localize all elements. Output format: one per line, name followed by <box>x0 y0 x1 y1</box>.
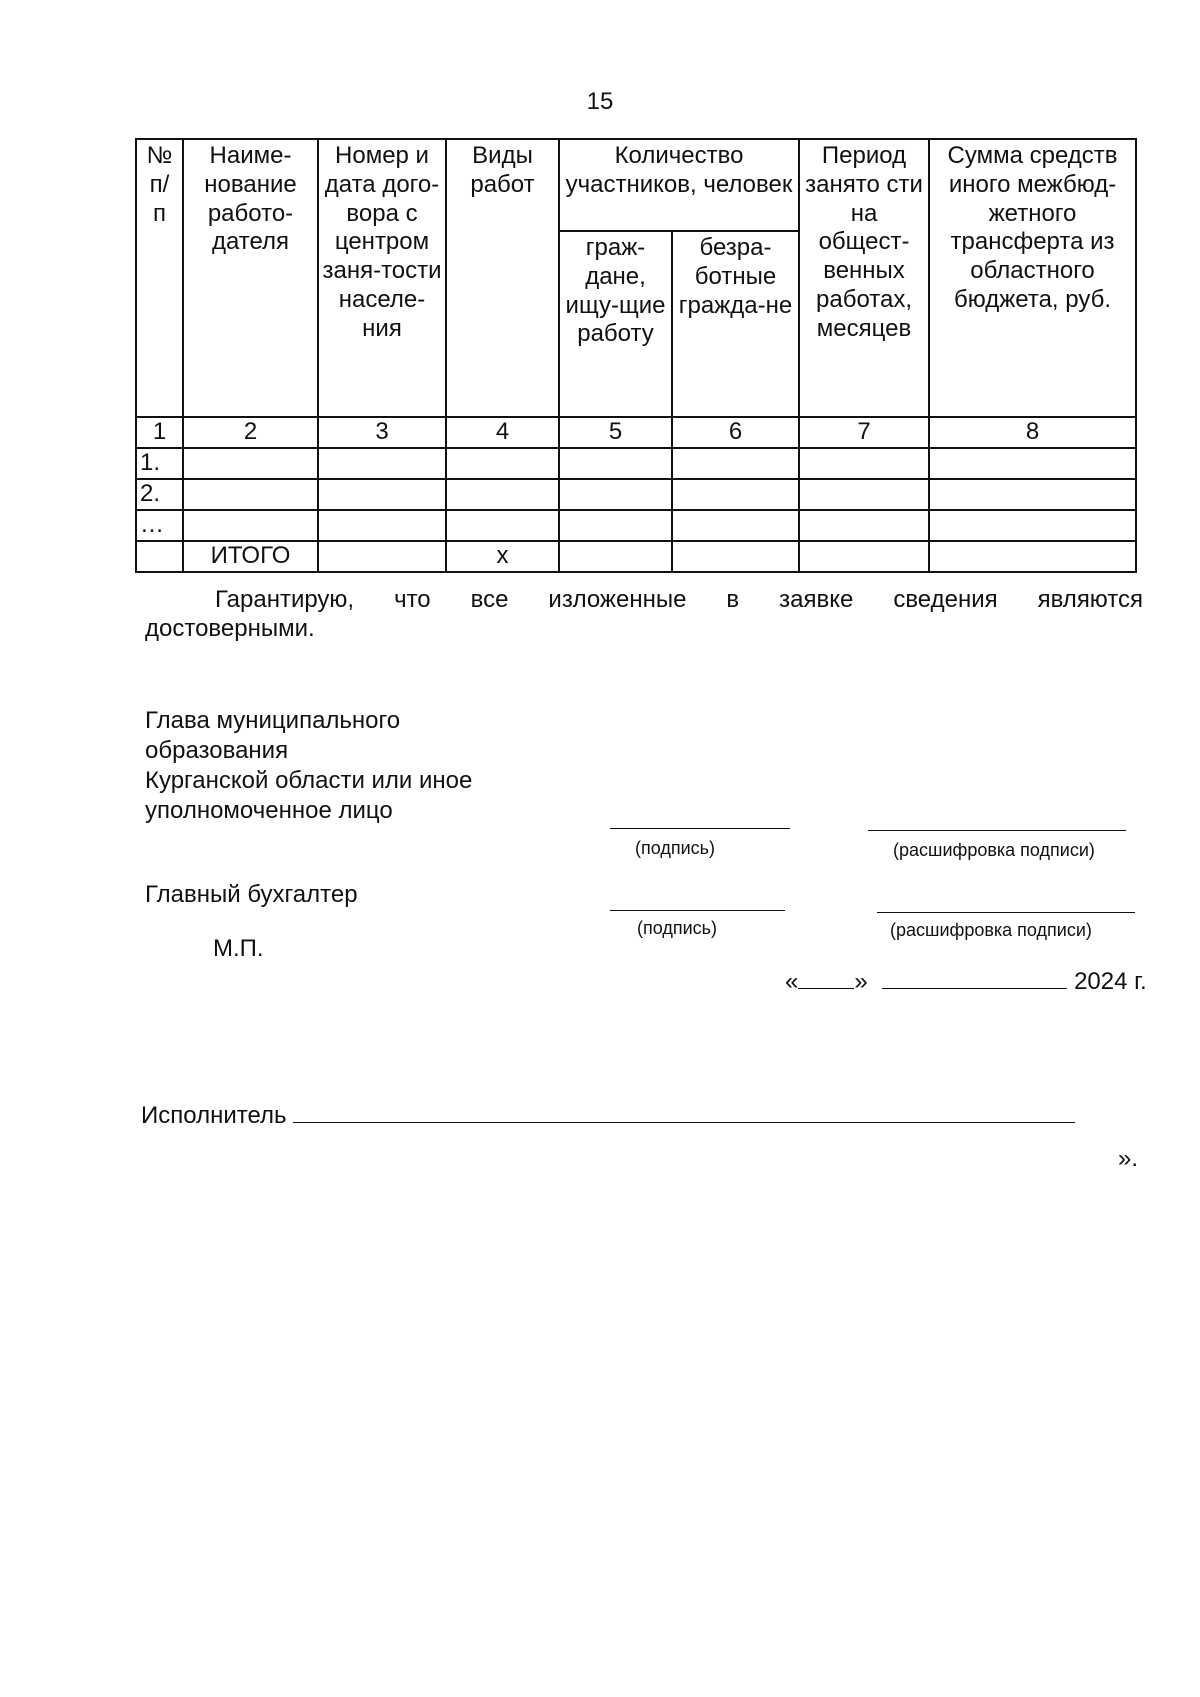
table-cell <box>929 541 1136 572</box>
page-number: 15 <box>586 88 614 115</box>
header-job-seekers: граж-дане, ищу-щие работу <box>559 231 672 417</box>
column-number: 3 <box>318 417 446 448</box>
head-title-line: образования <box>145 737 289 764</box>
total-work-types-mark: х <box>446 541 559 572</box>
executor-blank[interactable] <box>293 1100 1075 1123</box>
date-close-quote: » <box>854 968 868 995</box>
month-blank[interactable] <box>882 966 1067 989</box>
day-blank[interactable] <box>798 966 854 989</box>
table-cell <box>929 510 1136 541</box>
table-cell <box>799 510 929 541</box>
header-work-types: Виды работ <box>446 139 559 417</box>
table-cell <box>559 448 672 479</box>
table-cell <box>559 479 672 510</box>
certification-line-1: Гарантирую, что все изложенные в заявке сведения являются <box>215 586 1143 613</box>
table-cell <box>929 479 1136 510</box>
table-cell <box>929 448 1136 479</box>
accountant-signature-caption: (подпись) <box>637 918 718 938</box>
table-cell <box>446 510 559 541</box>
total-row <box>136 541 1136 572</box>
column-number-row <box>136 417 1136 448</box>
table-cell <box>183 510 318 541</box>
header-row-1 <box>136 139 1136 231</box>
head-decoding-caption: (расшифровка подписи) <box>893 840 1095 860</box>
table-cell <box>672 479 799 510</box>
certification-line-2: достоверными. <box>145 615 315 642</box>
table-row <box>136 448 1136 479</box>
seal-placeholder: М.П. <box>213 935 264 962</box>
row-number: 2. <box>136 479 183 510</box>
header-unemployed: безра-ботные гражда-не <box>672 231 799 417</box>
table-row <box>136 479 1136 510</box>
head-title-line: Глава муниципального <box>145 707 401 734</box>
accountant-decoding-line[interactable] <box>877 912 1135 913</box>
date-year: 2024 г. <box>1074 968 1147 995</box>
table-cell <box>672 541 799 572</box>
closing-quote: ». <box>1118 1145 1139 1172</box>
header-transfer-amount: Сумма средств иного межбюд-жетного трансферта из областного бюджета, руб. <box>929 139 1136 417</box>
table-cell <box>318 510 446 541</box>
table-cell <box>136 541 183 572</box>
header-participants-count: Количество участников, человек <box>559 139 799 231</box>
executor-label: Исполнитель <box>141 1102 287 1129</box>
column-number: 4 <box>446 417 559 448</box>
table-cell <box>183 448 318 479</box>
table-cell <box>446 448 559 479</box>
head-title <box>145 706 472 826</box>
table-cell <box>318 479 446 510</box>
executor-line <box>141 1100 1075 1130</box>
column-number: 1 <box>136 417 183 448</box>
accountant-title: Главный бухгалтер <box>145 881 358 908</box>
table-cell <box>799 541 929 572</box>
head-signature-caption: (подпись) <box>635 838 716 858</box>
column-number: 8 <box>929 417 1136 448</box>
header-number: № п/ п <box>136 139 183 417</box>
accountant-signature-line[interactable] <box>610 910 785 911</box>
table-cell <box>672 510 799 541</box>
table-cell <box>318 448 446 479</box>
header-employer-name: Наиме-нование работо-дателя <box>183 139 318 417</box>
head-decoding-line[interactable] <box>868 830 1126 831</box>
head-signature-line[interactable] <box>610 828 790 829</box>
table-cell <box>672 448 799 479</box>
table-cell <box>559 541 672 572</box>
row-number: 1. <box>136 448 183 479</box>
head-title-line: уполномоченное лицо <box>145 797 393 824</box>
certification-statement <box>145 585 1143 643</box>
head-title-line: Курганской области или иное <box>145 767 473 794</box>
date-line <box>785 966 1147 996</box>
column-number: 7 <box>799 417 929 448</box>
total-label: ИТОГО <box>183 541 318 572</box>
column-number: 6 <box>672 417 799 448</box>
header-employment-period: Период занято сти на общест-венных работах, месяцев <box>799 139 929 417</box>
table-row <box>136 510 1136 541</box>
row-number: … <box>136 510 183 541</box>
report-table <box>135 138 1137 573</box>
table-cell <box>799 448 929 479</box>
date-open-quote: « <box>785 968 799 995</box>
table-cell <box>559 510 672 541</box>
header-contract: Номер и дата дого-вора с центром заня-тости населе-ния <box>318 139 446 417</box>
table-cell <box>183 479 318 510</box>
table-cell <box>318 541 446 572</box>
table-cell <box>446 479 559 510</box>
table-cell <box>799 479 929 510</box>
column-number: 2 <box>183 417 318 448</box>
accountant-decoding-caption: (расшифровка подписи) <box>890 920 1092 940</box>
column-number: 5 <box>559 417 672 448</box>
